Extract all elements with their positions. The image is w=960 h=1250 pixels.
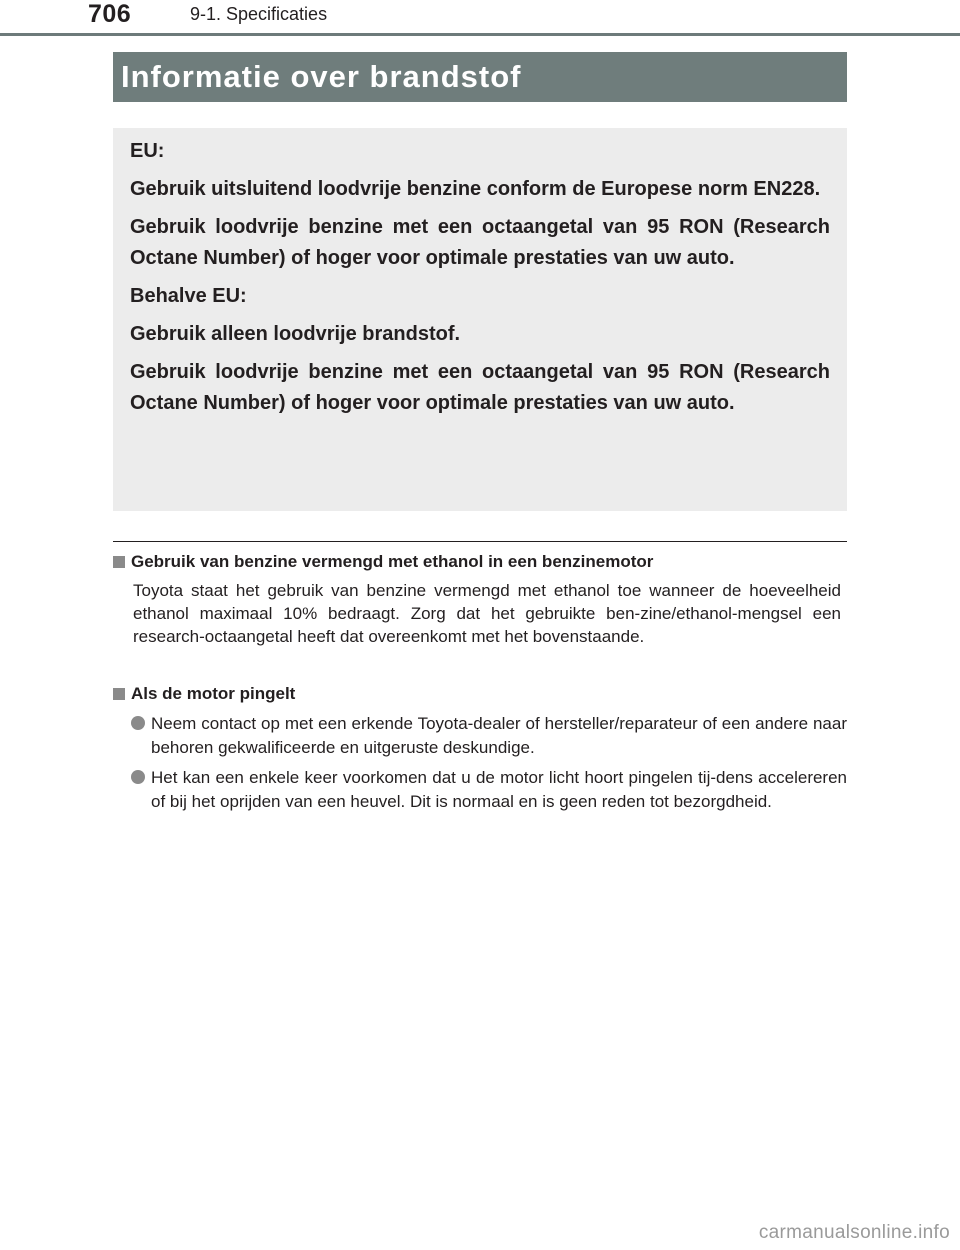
list-item bbox=[131, 712, 847, 760]
fuel-requirements-box bbox=[113, 128, 847, 511]
fuel-box-paragraph: EU: bbox=[130, 140, 165, 162]
page-number: 706 bbox=[88, 0, 132, 28]
square-bullet-icon bbox=[113, 688, 125, 700]
ethanol-paragraph: Toyota staat het gebruik van benzine vermengd met ethanol toe wanneer de hoeveelheid ethanol maximaal 10% bedraagt. Zorg dat het gebruikte ben-zine/ethanol-mengsel een research-octaangetal heeft dat overeenkomt met het bovenstaande. bbox=[133, 581, 841, 646]
square-bullet-icon bbox=[113, 556, 125, 568]
list-item-text: Neem contact op met een erkende Toyota-dealer of hersteller/reparateur of een andere naar behoren gekwalificeerde en uitgeruste deskundige. bbox=[151, 714, 847, 757]
header-rule bbox=[0, 33, 960, 36]
fuel-box-paragraph: Gebruik loodvrije benzine met een octaangetal van 95 RON (Research Octane Number) of hoger voor optimale prestaties van uw auto. bbox=[130, 361, 830, 414]
fuel-box-paragraph: Gebruik loodvrije benzine met een octaangetal van 95 RON (Research Octane Number) of hoger voor optimale prestaties van uw auto. bbox=[130, 216, 830, 269]
fuel-box-paragraph: Gebruik alleen loodvrije brandstof. bbox=[130, 323, 461, 345]
circle-bullet-icon bbox=[131, 770, 145, 784]
fuel-box-paragraph: Gebruik uitsluitend loodvrije benzine conform de Europese norm EN228. bbox=[130, 178, 821, 200]
fuel-box-paragraph: Behalve EU: bbox=[130, 285, 247, 307]
section-heading-pinging bbox=[113, 684, 295, 704]
section-divider bbox=[113, 541, 847, 542]
section-reference: 9-1. Specificaties bbox=[190, 4, 328, 24]
title-banner bbox=[113, 52, 847, 102]
section-heading-text: Gebruik van benzine vermengd met ethanol in een benzinemotor bbox=[131, 552, 654, 571]
list-item bbox=[131, 766, 847, 814]
section-heading-ethanol bbox=[113, 552, 653, 572]
watermark: carmanualsonline.info bbox=[758, 1222, 950, 1243]
section-heading-text: Als de motor pingelt bbox=[131, 684, 296, 703]
circle-bullet-icon bbox=[131, 716, 145, 730]
page-title: Informatie over brandstof bbox=[121, 59, 522, 94]
list-item-text: Het kan een enkele keer voorkomen dat u de motor licht hoort pingelen tij-dens accelereren of bij het oprijden van een heuvel. Dit is normaal en is geen reden tot bezorgdheid. bbox=[151, 768, 847, 811]
